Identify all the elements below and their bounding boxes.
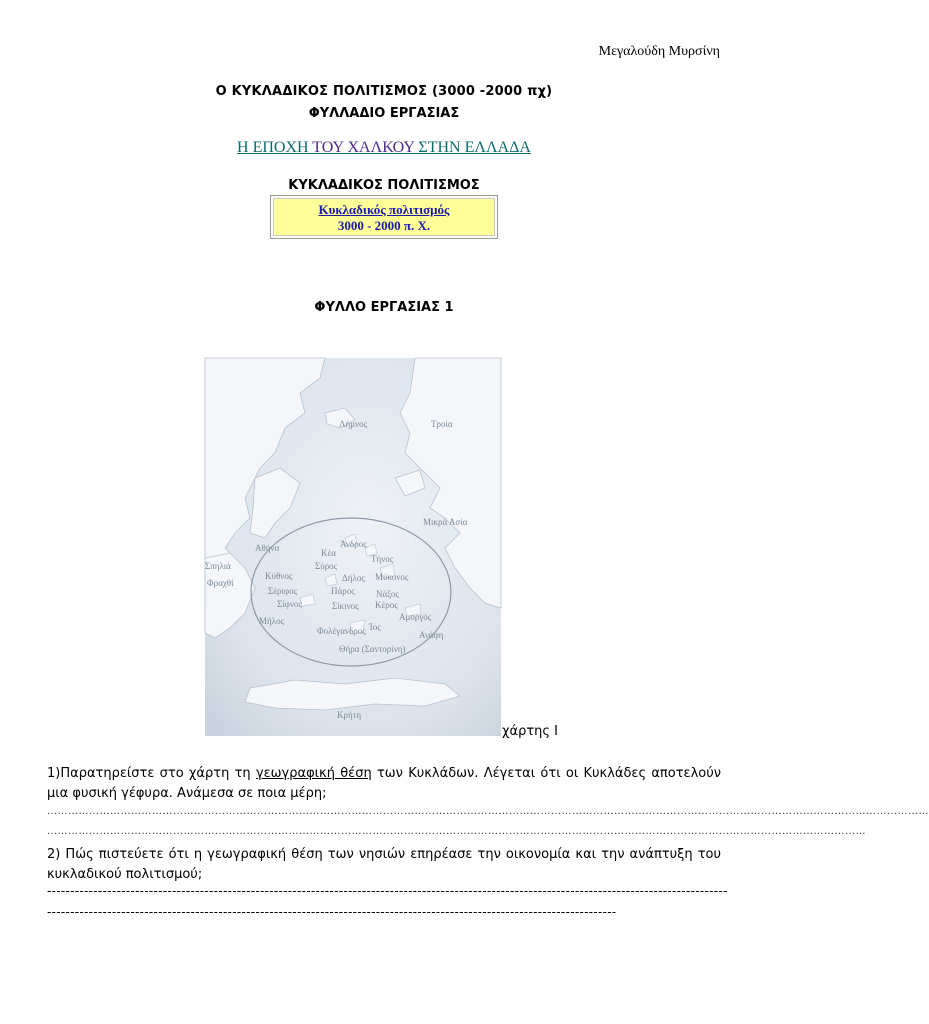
map-label-kriti: Κρήτη [337, 710, 362, 720]
map-label-thira: Θήρα (Σαντορίνη) [339, 644, 406, 654]
map-label-spilia: Σπηλιά [205, 561, 231, 571]
map-label-sifnos: Σίφνος [277, 599, 302, 609]
document-title: Ο ΚΥΚΛΑΔΙΚΟΣ ΠΟΛΙΤΙΣΜΟΣ (3000 -2000 πχ) [215, 84, 553, 99]
map-label-amorgos: Αμοργός [399, 612, 432, 622]
author-name: Μεγαλούδη Μυρσίνη [598, 44, 720, 59]
question-1 [47, 764, 721, 804]
map-label-frachthi: Φραχθί [207, 578, 234, 588]
question-1-after: των Κυκλάδων. Λέγεται ότι οι Κυκλάδες αποτελούν μια φυσική γέφυρα. Ανάμεσα σε ποια μέρη; [47, 766, 721, 801]
map-label-anafi: Ανάφη [419, 630, 444, 640]
map-label-limnos: Λήμνος [339, 419, 368, 429]
map-label-paros: Πάρος [331, 586, 355, 596]
info-box-link[interactable]: Κυκλαδικός πολιτισμός [318, 202, 450, 217]
era-heading-part1: Η ΕΠΟΧΗ [237, 139, 313, 156]
map-label-serifos: Σέριφος [268, 586, 298, 596]
map-label-troia: Τροία [431, 419, 453, 429]
era-heading-part3: ΣΤΗΝ ΕΛΛΑΔΑ [414, 139, 531, 156]
map-label-folegandros: Φολέγανδρος [317, 626, 366, 636]
document-subtitle: ΦΥΛΛΑΔΙΟ ΕΡΓΑΣΙΑΣ [308, 106, 460, 121]
map-label-dilos: Δήλος [342, 573, 365, 583]
info-box-dates: 3000 - 2000 π. Χ. [337, 218, 431, 233]
question-1-underlined: γεωγραφική θέση [255, 766, 372, 781]
question-1-before: 1)Παρατηρείστε στο χάρτη τη [47, 766, 256, 781]
map-label-sikinos: Σίκινος [332, 601, 359, 611]
map-label-kythnos: Κύθνος [265, 571, 293, 581]
cyclades-map [205, 358, 501, 736]
answer-line-4[interactable]: --------------------------------------------------------------------------------------------------------------------------- [47, 905, 617, 919]
worksheet-heading: ΦΥΛΛΟ ΕΡΓΑΣΙΑΣ 1 [314, 300, 454, 315]
map-label-syros: Σύρος [315, 561, 338, 571]
map-label-mykonos: Μύκονος [375, 572, 409, 582]
map-caption: χάρτης Ι [502, 724, 558, 739]
info-box [270, 195, 498, 239]
era-heading-link[interactable] [0, 139, 768, 157]
map-label-mikra-asia: Μικρά Ασία [423, 517, 468, 527]
map-label-kea: Κέα [321, 548, 336, 558]
map-label-naxos: Νάξος [376, 589, 399, 599]
answer-line-2[interactable]: ……………………………………………………………………………………………………………………………………………………………………………………………………………… [47, 826, 866, 837]
era-heading-part2: ΤΟΥ ΧΑΛΚΟΥ [312, 139, 415, 156]
section-heading: ΚΥΚΛΑΔΙΚΟΣ ΠΟΛΙΤΙΣΜΟΣ [288, 178, 480, 193]
map-label-milos: Μήλος [259, 616, 285, 626]
map-label-tinos: Τήνος [371, 554, 394, 564]
answer-line-1[interactable]: ……………………………………………………………………………………………………………………………………………………………………………………………………………………………… [47, 806, 929, 817]
answer-line-3[interactable]: --------------------------------------------------------------------------------------------------------------------------------------------------- [47, 884, 728, 898]
map-label-keros: Κέρος [375, 600, 398, 610]
question-2: 2) Πώς πιστεύετε ότι η γεωγραφική θέση των νησιών επηρέασε την οικονομία και την ανάπτυξη του κυκλαδικού πολιτισμού; [47, 847, 721, 882]
map-label-ios: Ίος [369, 622, 381, 632]
map-label-athina: Αθήνα [255, 543, 280, 553]
map-label-andros: Άνδρος [340, 539, 367, 549]
